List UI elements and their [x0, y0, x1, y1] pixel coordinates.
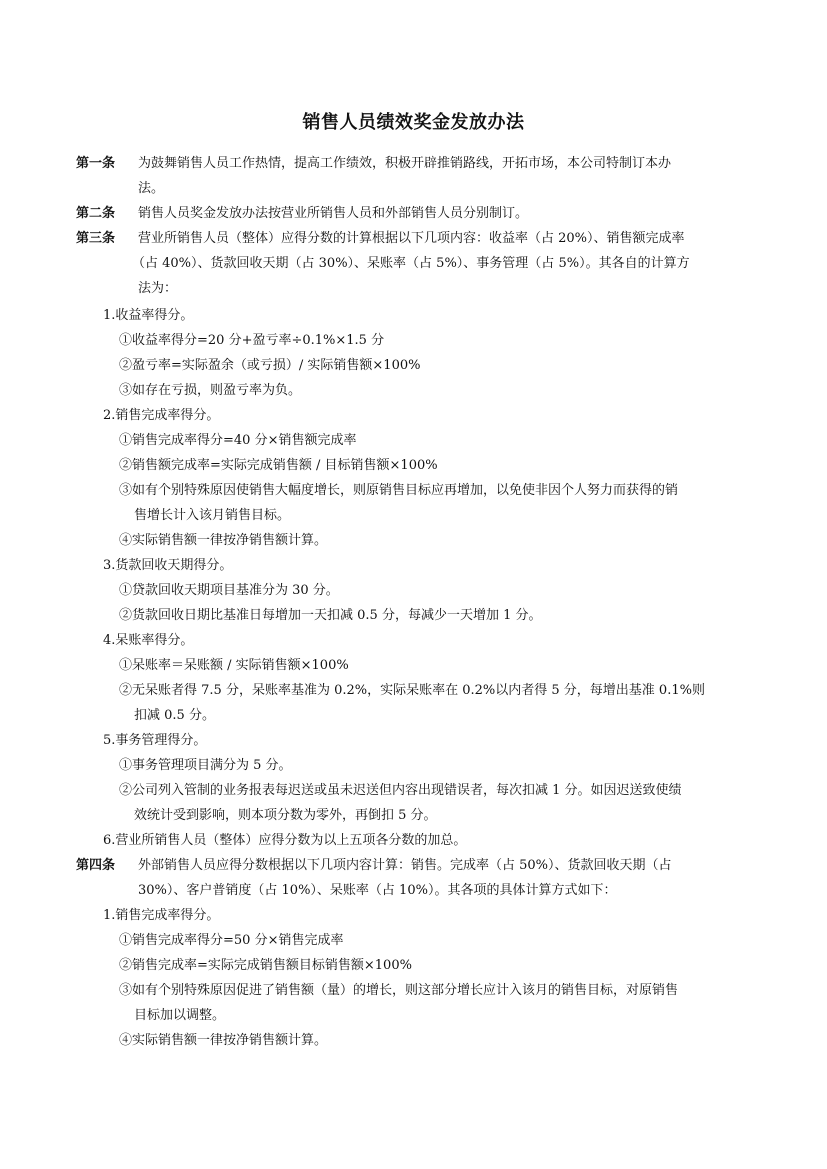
body-line: ①收益率得分=20 分+盈亏率÷0.1%×1.5 分	[119, 333, 385, 348]
article-3-line-3: 法为：	[138, 281, 178, 296]
article-3-text: 营业所销售人员（整体）应得分数的计算根据以下几项内容：收益率（占 20%）、销售额完成率	[138, 231, 685, 246]
article-3-line-2: （占 40%）、货款回收天期（占 30%）、呆账率（占 5%）、事务管理（占 5%）。其各自的计算方	[132, 256, 690, 271]
article-2-label: 第二条	[76, 206, 116, 221]
body-line: ②货款回收日期比基准日每增加一天扣减 0.5 分，每减少一天增加 1 分。	[119, 608, 542, 623]
article-4-line-1	[76, 857, 672, 875]
body-line: 目标加以调整。	[134, 1008, 226, 1023]
body-line: ③如存在亏损，则盈亏率为负。	[119, 383, 302, 398]
body-line: ①贷款回收天期项目基准分为 30 分。	[119, 583, 339, 598]
body-line: ②无呆账者得 7.5 分，呆账率基准为 0.2%，实际呆账率在 0.2%以内者得 5 分，每增出基准 0.1%则	[119, 683, 705, 698]
body-line: 2.销售完成率得分。	[103, 408, 220, 423]
document-title: 销售人员绩效奖金发放办法	[302, 112, 525, 133]
article-4-text: 外部销售人员应得分数根据以下几项内容计算：销售。完成率（占 50%）、货款回收天期（占	[138, 858, 672, 873]
body-line: 1.销售完成率得分。	[103, 908, 220, 923]
body-line: 1.收益率得分。	[103, 308, 194, 323]
body-line: ①呆账率＝呆账额 / 实际销售额×100%	[119, 658, 349, 673]
body-line: 6.营业所销售人员（整体）应得分数为以上五项各分数的加总。	[103, 833, 467, 848]
body-line: 4.呆账率得分。	[103, 633, 194, 648]
body-line: 5.事务管理得分。	[103, 733, 207, 748]
body-line: ②盈亏率=实际盈余（或亏损）/ 实际销售额×100%	[119, 358, 421, 373]
article-1-line-2: 法。	[138, 181, 165, 196]
body-line: ②销售完成率=实际完成销售额目标销售额×100%	[119, 958, 412, 973]
article-4-label: 第四条	[76, 858, 116, 873]
article-2-text: 销售人员奖金发放办法按营业所销售人员和外部销售人员分别制订。	[138, 206, 529, 221]
body-line: ①销售完成率得分=50 分×销售完成率	[119, 933, 344, 948]
body-line: ③如有个别特殊原因使销售大幅度增长，则原销售目标应再增加，以免使非因个人努力而获得的销	[119, 483, 679, 498]
article-1-line-1	[76, 155, 671, 173]
article-2-line-1	[76, 205, 528, 223]
body-line: 售增长计入该月销售目标。	[134, 508, 291, 523]
article-4-line-2: 30%）、客户普销度（占 10%）、呆账率（占 10%）。其各项的具体计算方式如下：	[138, 883, 617, 898]
article-1-text: 为鼓舞销售人员工作热情，提高工作绩效，积极开辟推销路线，开拓市场，本公司特制订本办	[138, 156, 672, 171]
body-line: ①销售完成率得分=40 分×销售额完成率	[119, 433, 357, 448]
article-1-label: 第一条	[76, 156, 116, 171]
body-line: 扣减 0.5 分。	[134, 708, 215, 723]
body-line: ④实际销售额一律按净销售额计算。	[119, 1033, 328, 1048]
body-line: ④实际销售额一律按净销售额计算。	[119, 533, 328, 548]
article-3-line-1	[76, 230, 685, 248]
body-line: ②销售额完成率=实际完成销售额 / 目标销售额×100%	[119, 458, 438, 473]
body-line: 效统计受到影响，则本项分数为零外，再倒扣 5 分。	[134, 808, 437, 823]
body-line: ①事务管理项目满分为 5 分。	[119, 758, 292, 773]
body-line: ②公司列入管制的业务报表每迟送或虽未迟送但内容出现错误者，每次扣减 1 分。如因迟送致使绩	[119, 783, 682, 798]
article-3-label: 第三条	[76, 231, 116, 246]
body-line: 3.货款回收天期得分。	[103, 558, 233, 573]
body-line: ③如有个别特殊原因促进了销售额（量）的增长，则这部分增长应计入该月的销售目标，对原销售	[119, 983, 679, 998]
